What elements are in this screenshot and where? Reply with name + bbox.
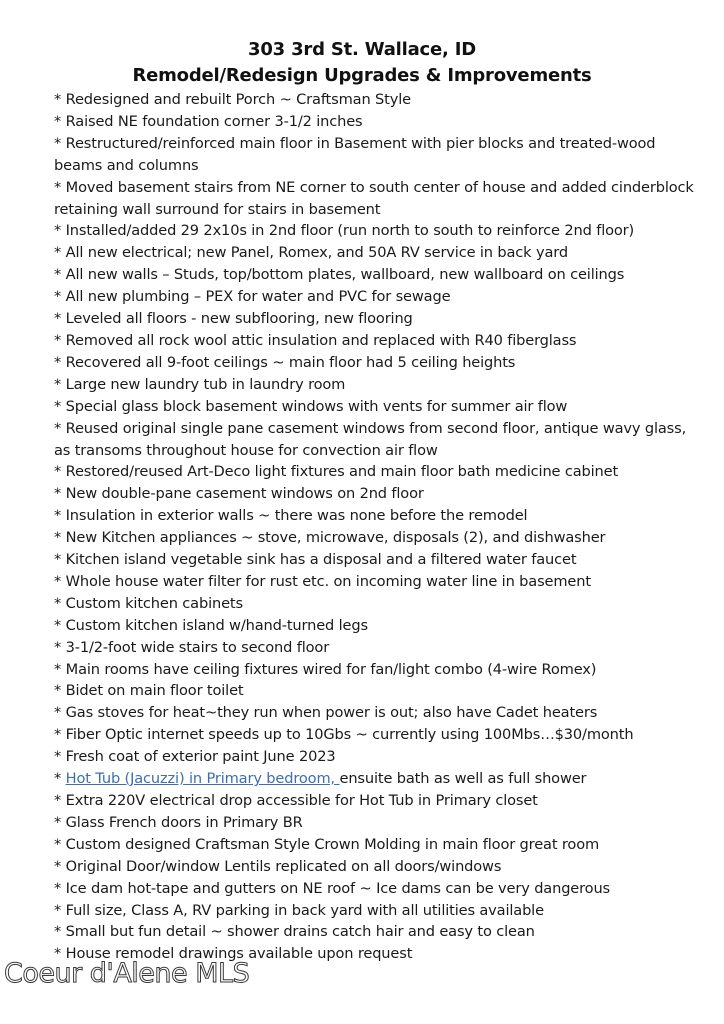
list-item: * Extra 220V electrical drop accessible for Hot Tub in Primary closet [54,792,538,809]
list-item: * 3-1/2-foot wide stairs to second floor [54,638,330,656]
list-item: * Custom kitchen island w/hand-turned legs [54,616,368,634]
document-subtitle: Remodel/Redesign Upgrades & Improvements [132,65,592,86]
list-item: * Restructured/reinforced main floor in Basement with pier blocks and treated-wood beams and columns [54,134,656,174]
list-item: * Fiber Optic internet speeds up to 10Gbs ~ currently using 100Mbs…$30/month [54,726,634,744]
list-item: * House remodel drawings available upon request [54,945,413,963]
list-item: * Special glass block basement windows with vents for summer air flow [54,397,568,415]
list-item: * All new electrical; new Panel, Romex, and 50A RV service in back yard [54,244,568,262]
list-item: * Fresh coat of exterior paint June 2023 [54,748,336,766]
list-item: * Restored/reused Art-Deco light fixtures and main floor bath medicine cabinet [54,463,619,481]
list-item: * Insulation in exterior walls ~ there was none before the remodel [54,507,528,525]
improvements-list [54,89,694,965]
list-item: * All new plumbing – PEX for water and PVC for sewage [54,288,451,306]
list-item: * Glass French doors in Primary BR [54,813,303,831]
list-item: * Raised NE foundation corner 3-1/2 inches [54,112,363,130]
list-item: * All new walls – Studs, top/bottom plates, wallboard, new wallboard on ceilings [54,266,625,284]
mls-watermark: Coeur d'Alene MLS [4,958,250,989]
list-item: * Kitchen island vegetable sink has a disposal and a filtered water faucet [54,551,577,569]
hot-tub-link[interactable]: Hot Tub (Jacuzzi) in Primary bedroom, [65,770,340,788]
list-item: * Reused original single pane casement windows from second floor, antique wavy glass, as transoms throughout house for convection air flow [54,419,687,459]
list-item: * Ice dam hot-tape and gutters on NE roof ~ Ice dams can be very dangerous [54,879,610,897]
list-item: * Whole house water filter for rust etc. on incoming water line in basement [54,572,591,590]
list-item: * Small but fun detail ~ shower drains catch hair and easy to clean [54,923,535,941]
list-item-prefix: * [54,770,66,788]
list-item: * Main rooms have ceiling fixtures wired for fan/light combo (4-wire Romex) [54,660,597,678]
list-item: * Recovered all 9-foot ceilings ~ main floor had 5 ceiling heights [54,353,516,371]
list-item: * Custom designed Craftsman Style Crown Molding in main floor great room [54,835,600,853]
list-item: * Gas stoves for heat~they run when power is out; also have Cadet heaters [54,704,598,722]
document-title: 303 3rd St. Wallace, ID [248,39,476,60]
list-item: * New double-pane casement windows on 2nd floor [54,485,424,503]
list-item: * Redesigned and rebuilt Porch ~ Craftsman Style [54,91,411,108]
list-item: * Original Door/window Lentils replicated on all doors/windows [54,857,502,875]
list-item-hot-tub [54,768,694,790]
list-item: * Custom kitchen cabinets [54,594,243,612]
list-item: * New Kitchen appliances ~ stove, microwave, disposals (2), and dishwasher [54,529,606,547]
list-item: * Removed all rock wool attic insulation and replaced with R40 fiberglass [54,331,577,349]
list-item-suffix: ensuite bath as well as full shower [339,770,587,788]
list-item: * Large new laundry tub in laundry room [54,375,346,393]
list-item: * Leveled all floors - new subflooring, new flooring [54,310,413,328]
list-item: * Moved basement stairs from NE corner to south center of house and added cinderblock retaining wall surround for stairs in basement [54,178,694,218]
list-item: * Full size, Class A, RV parking in back yard with all utilities available [54,901,544,919]
list-item: * Installed/added 29 2x10s in 2nd floor (run north to south to reinforce 2nd floor) [54,222,635,240]
list-item: * Bidet on main floor toilet [54,682,244,700]
